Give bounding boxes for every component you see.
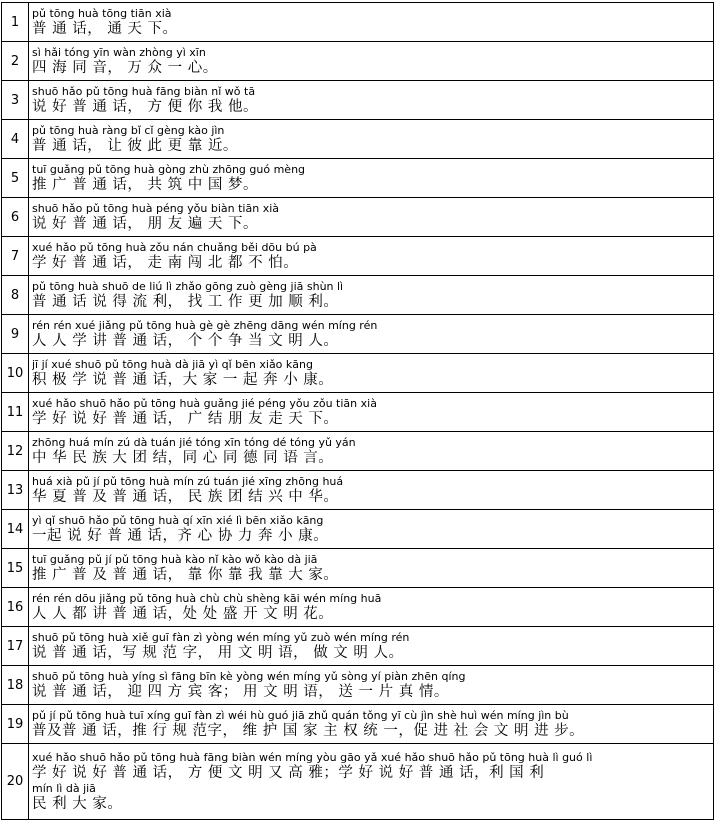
row-number: 12 [2,432,29,471]
row-number: 15 [2,549,29,588]
pinyin-line: sì hǎi tóng yīn wàn zhòng yì xīn [32,45,206,59]
table-row [2,42,714,81]
hanzi-line: 说 普 通 话， 迎 四 方 宾 客； 用 文 明 语， 送 一 片 真 情。 [32,683,449,700]
hanzi-line-continued: 民 利 大 家。 [32,795,123,812]
row-content [29,588,714,627]
phrase-table-body [2,3,714,820]
table-row [2,588,714,627]
table-row [2,666,714,705]
hanzi-line: 学 好 说 好 普 通 话， 方 便 文 明 又 高 雅；学 好 说 好 普 通 话，利 国 利 [32,764,545,781]
pinyin-line: shuō pǔ tōng huà xiě guī fàn zì yòng wén míng yǔ zuò wén míng rén [32,630,410,644]
row-content [29,549,714,588]
table-row [2,705,714,744]
row-number: 11 [2,393,29,432]
pinyin-line: pǔ tōng huà shuō de liú lì zhǎo gōng zuò gèng jiā shùn lì [32,279,344,293]
row-content [29,510,714,549]
table-row [2,3,714,42]
pinyin-line: shuō hǎo pǔ tōng huà péng yǒu biàn tiān xià [32,201,280,215]
phrase-table [1,2,714,820]
row-content [29,198,714,237]
row-content [29,744,714,820]
hanzi-line: 一起 说 好 普 通 话，齐 心 协 力 奔 小 康。 [32,527,329,544]
hanzi-line: 华 夏 普 及 普 通 话， 民 族 团 结 兴 中 华。 [32,488,339,505]
table-row [2,315,714,354]
row-content [29,120,714,159]
table-row [2,354,714,393]
pinyin-line: huá xià pǔ jí pǔ tōng huà mín zú tuán jié xīng zhōng huá [32,474,344,488]
row-number: 14 [2,510,29,549]
pinyin-line: shuō hǎo pǔ tōng huà fāng biàn nǐ wǒ tā [32,84,256,98]
row-number: 8 [2,276,29,315]
table-row [2,627,714,666]
phrase-table-container [1,2,714,820]
row-number: 2 [2,42,29,81]
hanzi-line: 普 通 话， 通 天 下。 [32,20,178,37]
row-content [29,276,714,315]
row-number: 13 [2,471,29,510]
hanzi-line: 人 人 学 讲 普 通 话， 个 个 争 当 文 明 人。 [32,332,339,349]
pinyin-line: zhōng huá mín zú dà tuán jié tóng xīn tóng dé tóng yǔ yán [32,435,356,449]
hanzi-line: 普及普 通 话，推 行 规 范字， 维 护 国 家 主 权 统 一，促 进 社 会 文 明 进 步。 [32,722,585,739]
row-content [29,159,714,198]
table-row [2,393,714,432]
hanzi-line: 推 广 普 通 话， 共 筑 中 国 梦。 [32,176,258,193]
hanzi-line: 四 海 同 音， 万 众 一 心。 [32,59,218,76]
pinyin-line: tuī guǎng pǔ jí pǔ tōng huà kào nǐ kào wǒ kào dà jiā [32,552,318,566]
row-content [29,315,714,354]
row-number: 10 [2,354,29,393]
pinyin-line: rén rén xué jiǎng pǔ tōng huà gè gè zhēng dāng wén míng rén [32,318,378,332]
table-row [2,510,714,549]
table-row [2,276,714,315]
hanzi-line: 说 好 普 通 话， 方 便 你 我 他。 [32,98,258,115]
hanzi-line: 说 好 普 通 话， 朋 友 遍 天 下。 [32,215,258,232]
table-row [2,198,714,237]
table-row [2,744,714,820]
row-number: 6 [2,198,29,237]
table-row [2,120,714,159]
row-content [29,471,714,510]
pinyin-line: yì qǐ shuō hǎo pǔ tōng huà qí xīn xié lì bēn xiǎo kāng [32,513,324,527]
pinyin-line: xué hǎo shuō hǎo pǔ tōng huà guǎng jié péng yǒu zǒu tiān xià [32,396,377,410]
row-number: 5 [2,159,29,198]
hanzi-line: 学 好 说 好 普 通 话， 广 结 朋 友 走 天 下。 [32,410,339,427]
hanzi-line: 中 华 民 族 大 团 结，同 心 同 德 同 语 言。 [32,449,334,466]
row-number: 18 [2,666,29,705]
row-number: 3 [2,81,29,120]
row-content [29,432,714,471]
table-row [2,549,714,588]
row-content [29,354,714,393]
table-row [2,81,714,120]
table-row [2,159,714,198]
table-row [2,237,714,276]
hanzi-line: 说 普 通 话，写 规 范 字， 用 文 明 语， 做 文 明 人。 [32,644,404,661]
row-content [29,393,714,432]
hanzi-line: 学 好 普 通 话， 走 南 闯 北 都 不 怕。 [32,254,299,271]
row-content [29,81,714,120]
row-content [29,666,714,705]
pinyin-line: tuī guǎng pǔ tōng huà gòng zhù zhōng guó mèng [32,162,306,176]
row-content [29,42,714,81]
row-number: 7 [2,237,29,276]
pinyin-line: rén rén dōu jiǎng pǔ tōng huà chù chù shèng kāi wén míng huā [32,591,382,605]
hanzi-line: 人 人 都 讲 普 通 话，处 处 盛 开 文 明 花。 [32,605,334,622]
pinyin-line: xué hǎo shuō hǎo pǔ tōng huà fāng biàn wén míng yòu gāo yǎ xué hǎo shuō hǎo pǔ tōng huà lì guó lì [32,750,593,764]
row-number: 1 [2,3,29,42]
pinyin-line: pǔ tōng huà ràng bǐ cǐ gèng kào jìn [32,123,225,137]
row-number: 20 [2,744,29,820]
row-number: 19 [2,705,29,744]
table-row [2,471,714,510]
row-content [29,3,714,42]
row-number: 16 [2,588,29,627]
row-content [29,237,714,276]
table-row [2,432,714,471]
hanzi-line: 推 广 普 及 普 通 话， 靠 你 靠 我 靠 大 家。 [32,566,339,583]
pinyin-line: xué hǎo pǔ tōng huà zǒu nán chuǎng běi dōu bú pà [32,240,317,254]
hanzi-line: 普 通 话 说 得 流 利， 找 工 作 更 加 顺 利。 [32,293,339,310]
row-number: 4 [2,120,29,159]
pinyin-line: jī jí xué shuō pǔ tōng huà dà jiā yì qǐ bēn xiǎo kāng [32,357,313,371]
hanzi-line: 积 极 学 说 普 通 话，大 家 一 起 奔 小 康。 [32,371,334,388]
row-number: 17 [2,627,29,666]
row-content [29,627,714,666]
row-number: 9 [2,315,29,354]
row-content [29,705,714,744]
hanzi-line: 普 通 话， 让 彼 此 更 靠 近。 [32,137,238,154]
pinyin-line: pǔ tōng huà tōng tiān xià [32,6,172,20]
pinyin-line: shuō pǔ tōng huà yíng sì fāng bīn kè yòng wén míng yǔ sòng yí piàn zhēn qíng [32,669,466,683]
pinyin-line: pǔ jí pǔ tōng huà tuī xíng guī fàn zì wéi hù guó jiā zhǔ quán tǒng yī cù jìn shè huì wén míng jìn bù [32,708,569,722]
pinyin-line-continued: mín lì dà jiā [32,781,96,795]
